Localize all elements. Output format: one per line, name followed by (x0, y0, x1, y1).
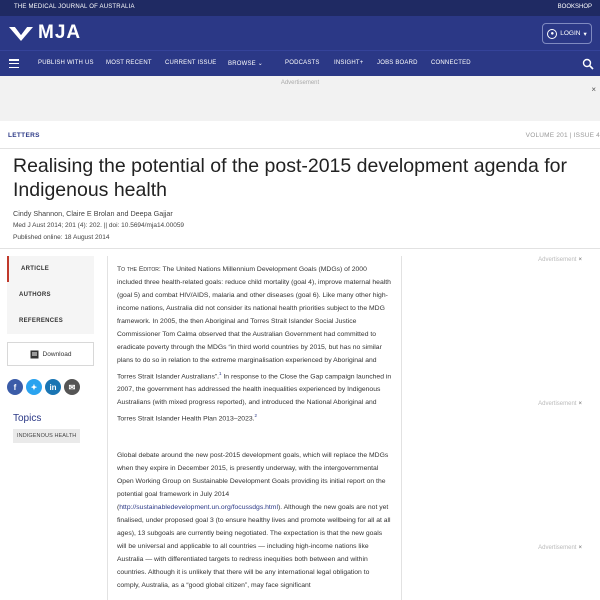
nav-item-publish[interactable]: PUBLISH WITH US (38, 60, 94, 66)
login-button[interactable] (542, 23, 592, 44)
hamburger-menu-icon[interactable] (9, 59, 19, 68)
volume-issue: VOLUME 201 | ISSUE 4 (525, 132, 600, 139)
topic-tag[interactable]: INDIGENOUS HEALTH (13, 429, 80, 443)
nav-item-current-issue[interactable]: CURRENT ISSUE (165, 60, 217, 66)
ad-slot: Advertisement × (538, 257, 582, 263)
chevron-down-icon: ⌄ (257, 61, 263, 67)
bookshop-link[interactable]: BOOKSHOP (557, 4, 592, 10)
download-button[interactable] (7, 342, 94, 366)
sidebar-item-label: ARTICLE (21, 266, 50, 272)
nav-item-connected[interactable]: CONNECTED (431, 60, 471, 66)
topics-heading: Topics (13, 413, 42, 424)
article-body (107, 256, 402, 600)
close-icon[interactable]: × (578, 257, 582, 263)
page-title: Realising the potential of the post-2015 development agenda for Indigenous health (13, 155, 567, 201)
journal-name-link[interactable]: THE MEDICAL JOURNAL OF AUSTRALIA (14, 4, 135, 10)
close-icon[interactable]: × (578, 545, 582, 551)
chevron-logo-icon (8, 24, 34, 42)
top-utility-bar (0, 0, 600, 16)
nav-item-jobs-board[interactable]: JOBS BOARD (377, 60, 418, 66)
pdf-icon (30, 350, 39, 359)
main-nav (0, 50, 600, 76)
top-ad-banner (0, 76, 600, 121)
email-icon[interactable]: ✉ (64, 379, 80, 395)
article-citation: Med J Aust 2014; 201 (4): 202. || doi: 10.5694/mja14.00059 (13, 222, 185, 229)
sidebar-item-authors[interactable] (7, 282, 94, 308)
article-paragraph: To the Editor: The United Nations Millennium Development Goals (MDGs) of 2000 included three health-related goals: reduce child mortality (goal 4), improve maternal health (goal 5) and combat HIV/AIDS, malaria and other diseases (goal 6). Like many other high-income nations, Australia did not consider its national health priorities subject to the MDG framework. In 2005, the then Aboriginal and Torres Strait Islander Social Justice Commissioner Tom Calma observed that the Australian Government had committed to eradicate poverty through the MDGs “in third world countries by 2015, but has no similar plans to do so in relation to the extreme marginalisation experienced by Aboriginal and Torres Strait Islander Australians”.$^1$ In response to the Close the Gap campaign launched in 2007, the government has addressed the health inequalities experienced by Indigenous Australians (with mixed progress reported), and introduced the National Aboriginal and Torres Strait Islander Health Plan 2013–2023.$^2$ (117, 266, 392, 423)
brand-bar (0, 16, 600, 50)
twitter-icon[interactable]: ✦ (26, 379, 42, 395)
social-share (7, 379, 80, 395)
nav-item-insight[interactable]: INSIGHT+ (334, 60, 364, 66)
close-icon[interactable]: × (591, 85, 596, 94)
facebook-icon[interactable]: f (7, 379, 23, 395)
ad-slot: Advertisement × (538, 545, 582, 551)
close-icon[interactable]: × (578, 401, 582, 407)
reference-link[interactable]: 1 (219, 370, 222, 376)
article-authors[interactable]: Cindy Shannon, Claire E Brolan and Deepa Gajjar (13, 209, 173, 218)
search-icon[interactable] (582, 58, 594, 70)
sidebar-item-label: REFERENCES (19, 318, 64, 324)
nav-item-browse[interactable]: BROWSE ⌄ (228, 61, 263, 67)
external-link[interactable]: http://sustainabledevelopment.un.org/focussdgs.html (119, 503, 278, 511)
sidebar-item-label: AUTHORS (19, 292, 51, 298)
ad-slot: Advertisement × (538, 401, 582, 407)
mja-logo[interactable] (8, 22, 81, 44)
published-date: Published online: 18 August 2014 (13, 234, 110, 241)
nav-item-podcasts[interactable]: PODCASTS (285, 60, 320, 66)
sidebar-item-references[interactable] (7, 308, 94, 334)
section-row (0, 121, 600, 149)
to-the-editor: To the Editor: (117, 266, 161, 273)
reference-link[interactable]: 2 (254, 412, 258, 418)
section-label[interactable]: LETTERS (8, 132, 40, 139)
divider (0, 248, 600, 249)
article-paragraph: Global debate around the new post-2015 development goals, which will replace the MDGs when they expire in December 2015, is presently underway, with the intergovernmental Open Working Group on Sustainable Development Goals providing its initial report on the potential goal framework in July 2014 (http://sustainabledevelopment.un.org/focussdgs.html). Although the new goals are not yet finalised, under proposed goal 3 (to ensure healthy lives and promote wellbeing for all at all ages), 13 subgoals are currently being negotiated. The expectation is that the new goals will be universal and applicable to all countries — including high-income nations like Australia — with differentiated targets to redress inequities both between and within countries. Although it is unlikely that there will be any international legal obligation to comply, Australia, as a “good global citizen”, may face significant (117, 452, 391, 589)
nav-item-most-recent[interactable]: MOST RECENT (106, 60, 152, 66)
logo-text: MJA (38, 22, 82, 43)
chevron-down-icon: ▾ (583, 30, 587, 38)
linkedin-icon[interactable]: in (45, 379, 61, 395)
sidebar-item-article[interactable] (7, 256, 94, 282)
user-icon: ● (547, 29, 557, 39)
login-label: LOGIN (560, 30, 581, 37)
download-label: Download (42, 350, 72, 358)
ad-label: Advertisement (280, 80, 320, 86)
